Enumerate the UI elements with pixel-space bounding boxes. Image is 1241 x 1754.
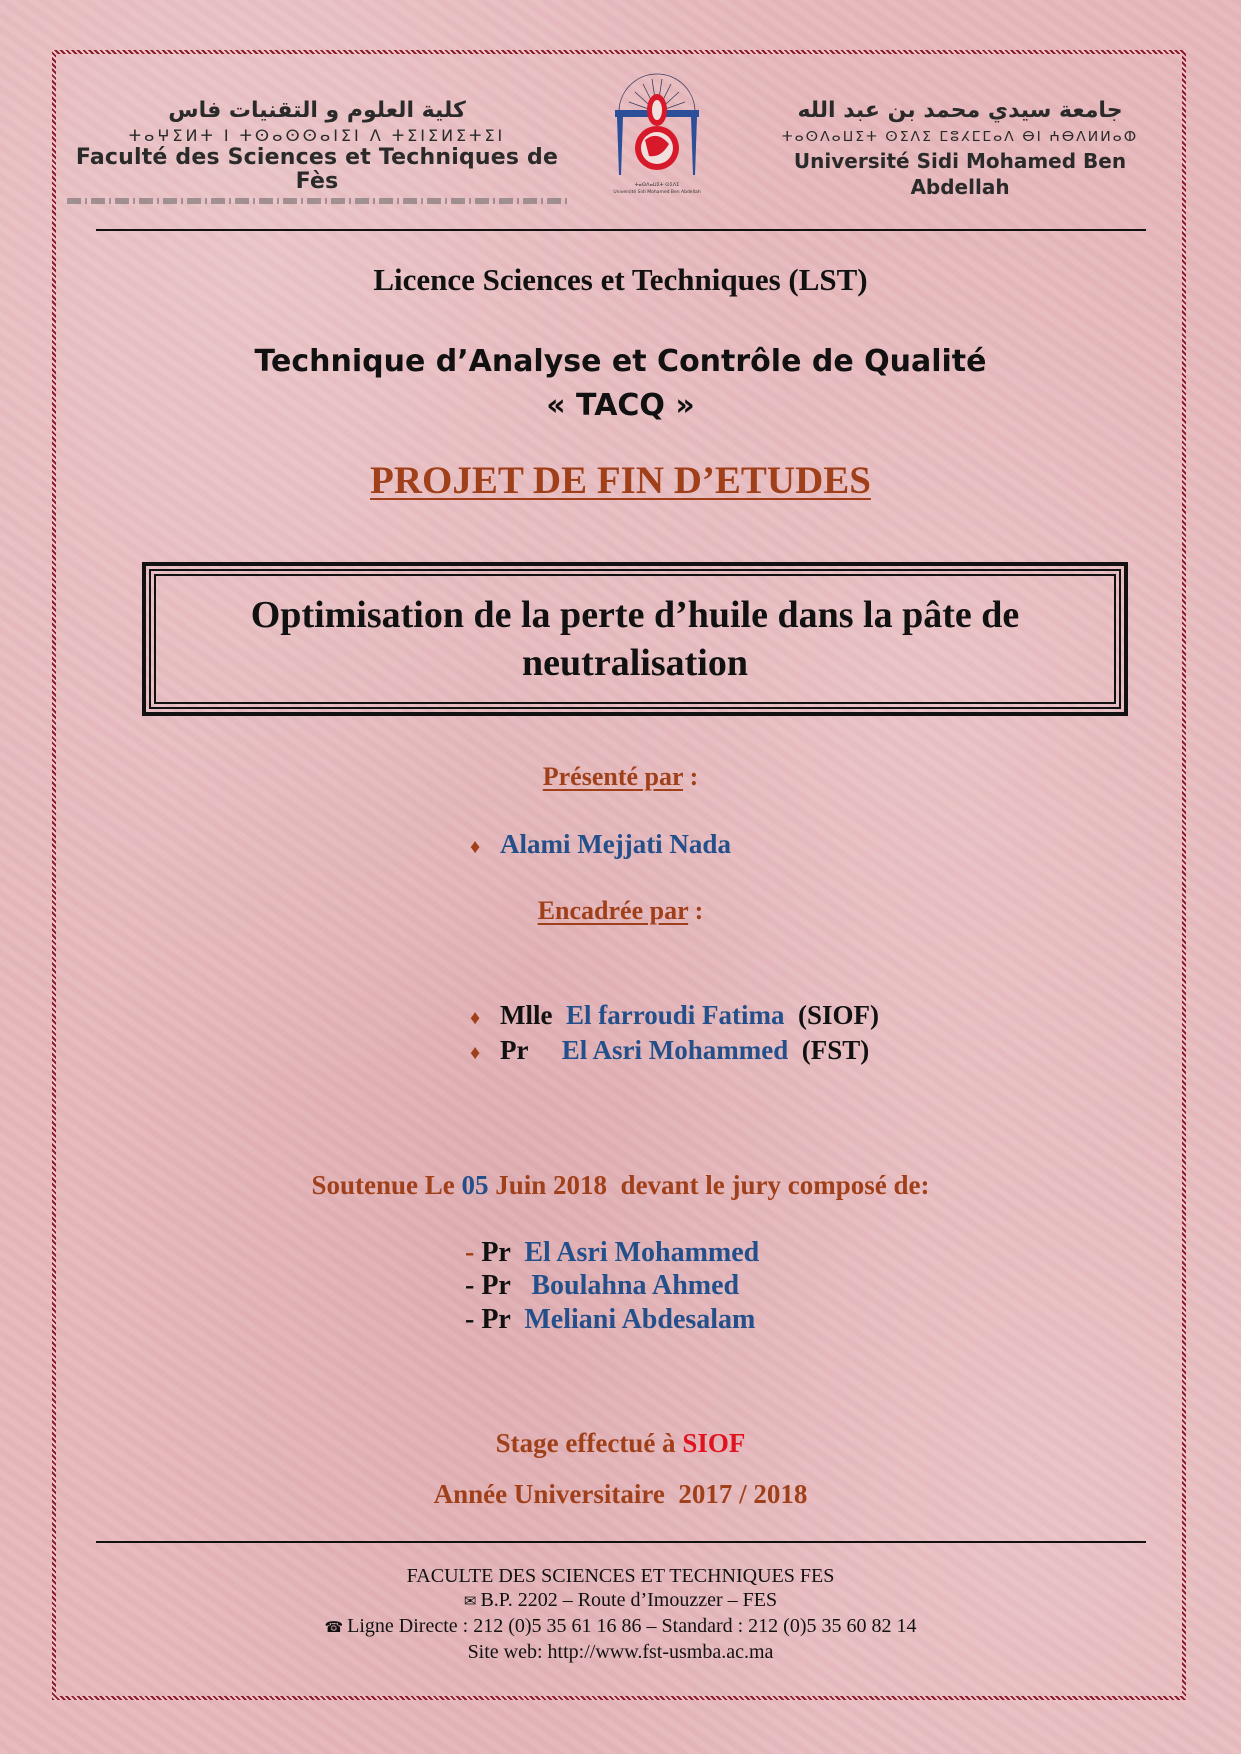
footer-address: B.P. 2202 – Route d’Imouzzer – FES [480, 1589, 778, 1611]
document-type [0, 458, 1241, 503]
jury-member: - Pr El Asri Mohammed [465, 1237, 760, 1268]
document-type-label: PROJET DE FIN D’ETUDES [370, 459, 871, 502]
defense-day: 05 [461, 1170, 489, 1200]
supervisor-title: Mlle [500, 1000, 553, 1030]
diamond-bullet-icon: ♦ [470, 1007, 481, 1029]
internship-info: Stage effectué à SIOF [495, 1428, 746, 1458]
supervisor-item [470, 1000, 879, 1031]
university-name-arabic: جامعة سيدي محمد بن عبد الله [797, 98, 1123, 123]
supervisor-title: Pr [500, 1035, 528, 1065]
university-header [745, 96, 1175, 200]
program-name: Licence Sciences et Techniques (LST) [373, 262, 868, 297]
mailbox-icon: ✉ [463, 1594, 477, 1610]
decorative-dash-line [67, 198, 567, 204]
specialty-acronym: « TACQ » [546, 388, 695, 423]
supervisor-affiliation: (FST) [801, 1035, 870, 1065]
supervisor-item [470, 1035, 869, 1066]
supervisor-affiliation: (SIOF) [797, 1000, 879, 1030]
supervised-by-label: Encadrée par [537, 896, 689, 925]
student-name: Alami Mejjati Nada [500, 829, 731, 859]
internship-company: SIOF [682, 1428, 746, 1458]
jury-member-name: El Asri Mohammed [524, 1237, 760, 1268]
header-divider [96, 229, 1146, 231]
faculty-name-arabic: كلية العلوم و التقنيات فاس [168, 98, 466, 123]
jury-member-name: Boulahna Ahmed [531, 1270, 740, 1301]
faculty-name-french: Faculté des Sciences et Techniques de Fès [75, 145, 559, 194]
jury-member: - Pr Meliani Abdesalam [465, 1304, 756, 1335]
usmba-logo-icon [607, 60, 707, 195]
faculty-name-tifinagh: ⵜⴰⵖⵉⵍⵜ ⵏ ⵜⵙⴰⵙⵙⴰⵏⵉⵏ ⴷ ⵜⵉⵏⵉⵍⵉⵜⵉⵏ [128, 126, 506, 145]
svg-text:Université Sidi Mohamed Ben Ab: Université Sidi Mohamed Ben Abdellah [613, 190, 701, 195]
diamond-bullet-icon: ♦ [470, 836, 481, 858]
student-item [470, 829, 731, 860]
supervisor-name: El Asri Mohammed [561, 1035, 789, 1065]
footer [0, 1564, 1241, 1664]
jury-member: - Pr Boulahna Ahmed [465, 1270, 740, 1301]
specialty-name: Technique d’Analyse et Contrôle de Qualité [254, 344, 987, 379]
university-name-french: Université Sidi Mohamed Ben Abdellah [793, 149, 1127, 199]
thesis-title-box [142, 562, 1128, 716]
faculty-header [62, 96, 572, 204]
svg-text:ⵜⴰⵙⴷⴰⵡⵉⵜ ⵙⵉⴷⵉ: ⵜⴰⵙⴷⴰⵡⵉⵜ ⵙⵉⴷⵉ [634, 182, 680, 188]
defense-info: Soutenue Le 05 Juin 2018 devant le jury composé de: [311, 1170, 930, 1200]
presented-by-heading: Présenté par : [542, 762, 699, 791]
footer-divider [96, 1541, 1146, 1543]
footer-phone: Ligne Directe : 212 (0)5 35 61 16 86 – Standard : 212 (0)5 35 60 82 14 [347, 1615, 917, 1637]
diamond-bullet-icon: ♦ [470, 1042, 481, 1064]
footer-website[interactable]: Site web: http://www.fst-usmba.ac.ma [467, 1641, 774, 1663]
footer-institution: FACULTE DES SCIENCES ET TECHNIQUES FES [406, 1565, 835, 1587]
academic-year: Année Universitaire 2017 / 2018 [433, 1479, 808, 1509]
telephone-icon: ☎ [324, 1620, 344, 1636]
thesis-title-line2: neutralisation [522, 642, 748, 684]
specialty [0, 340, 1241, 428]
supervisor-name: El farroudi Fatima [565, 1000, 785, 1030]
presented-by-label: Présenté par [542, 762, 684, 791]
thesis-title-line1: Optimisation de la perte d’huile dans la pâte de [250, 594, 1020, 636]
supervised-by-heading: Encadrée par : [537, 896, 704, 925]
university-name-tifinagh: ⵜⴰⵙⴷⴰⵡⵉⵜ ⵙⵉⴷⵉ ⵎⵓⵃⵎⵎⴰⴷ ⴱⵏ ⵄⴱⴷⵍⵍⴰⵀ [781, 129, 1139, 145]
jury-member-name: Meliani Abdesalam [524, 1304, 756, 1335]
